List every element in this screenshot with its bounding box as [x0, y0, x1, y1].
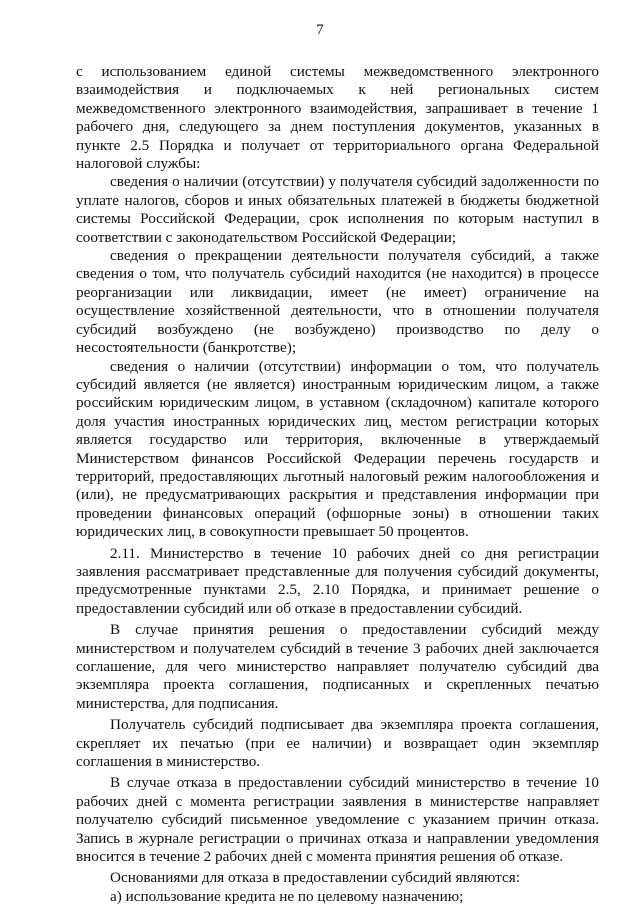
- document-body: [76, 63, 599, 906]
- paragraph-2-11: 2.11. Министерство в течение 10 рабочих дней со дня регистрации заявления рассматривает представленные для получения субсидий документы, предусмотренные пунктами 2.5, 2.10 Порядка, и принимает решение о предоставлении субсидий или об отказе в предоставлении субсидий.: [76, 544, 599, 617]
- page-number: 7: [316, 22, 324, 38]
- paragraph-activity-termination: сведения о прекращении деятельности получателя субсидий, а также сведения о том, что получатель субсидий находится (не находится) в процессе реорганизации или ликвидации, имеет (не имеет) ограничение на осуществление хозяйственной деятельности, что в отношении получателя субсидий возбуждено (не возбуждено) производство по делу о несостоятельности (банкротстве);: [76, 247, 599, 357]
- paragraph-refusal: В случае отказа в предоставлении субсидий министерство в течение 10 рабочих дней с момента регистрации заявления в министерстве направляет получателю субсидий письменное уведомление с указанием причин отказа. Запись в журнале регистрации о причинах отказа и направлении уведомления вносится в течение 2 рабочих дней с момента принятия решения об отказе.: [76, 774, 599, 866]
- paragraph-foreign-entity: сведения о наличии (отсутствии) информации о том, что получатель субсидий является (не является) иностранным юридическим лицом, а также российским юридическим лицом, в уставном (складочном) капитале которого доля участия иностранных юридических лиц, местом регистрации которых является государство или территория, включенные в утверждаемый Министерством финансов Российской Федерации перечень государств и территорий, предоставляющих льготный налоговый режим налогообложения и (или), не предусматривающих раскрытия и представления информации при проведении финансовых операций (офшорные зоны) в отношении таких юридических лиц, в совокупности превышает 50 процентов.: [76, 357, 599, 541]
- paragraph-recipient-signs: Получатель субсидий подписывает два экземпляра проекта соглашения, скрепляет их печатью (при ее наличии) и возвращает один экземпляр соглашения в министерство.: [76, 716, 599, 771]
- paragraph-agreement: В случае принятия решения о предоставлении субсидий между министерством и получателем субсидий в течение 3 рабочих дней заключается соглашение, для чего министерство направляет получателю субсидий два экземпляра проекта соглашения, подписанных и скрепленных печатью министерства, для подписания.: [76, 621, 599, 712]
- paragraph-refusal-grounds: Основаниями для отказа в предоставлении субсидий являются:: [110, 869, 520, 887]
- paragraph-intro: с использованием единой системы межведомственного электронного взаимодействия и подключаемых к ней региональных систем межведомственного электронного взаимодействия, запрашивает в течение 1 рабочего дня, следующего за днем поступления документов, указанных в пункте 2.5 Порядка и получает от территориального органа Федеральной налоговой службы:: [76, 63, 599, 173]
- paragraph-tax-debt: сведения о наличии (отсутствии) у получателя субсидий задолженности по уплате налогов, сборов и иных обязательных платежей в бюджеты бюджетной системы Российской Федерации, срок исполнения по которым наступил в соответствии с законодательством Российской Федерации;: [76, 173, 599, 246]
- list-item-a: а) использование кредита не по целевому назначению;: [110, 887, 464, 905]
